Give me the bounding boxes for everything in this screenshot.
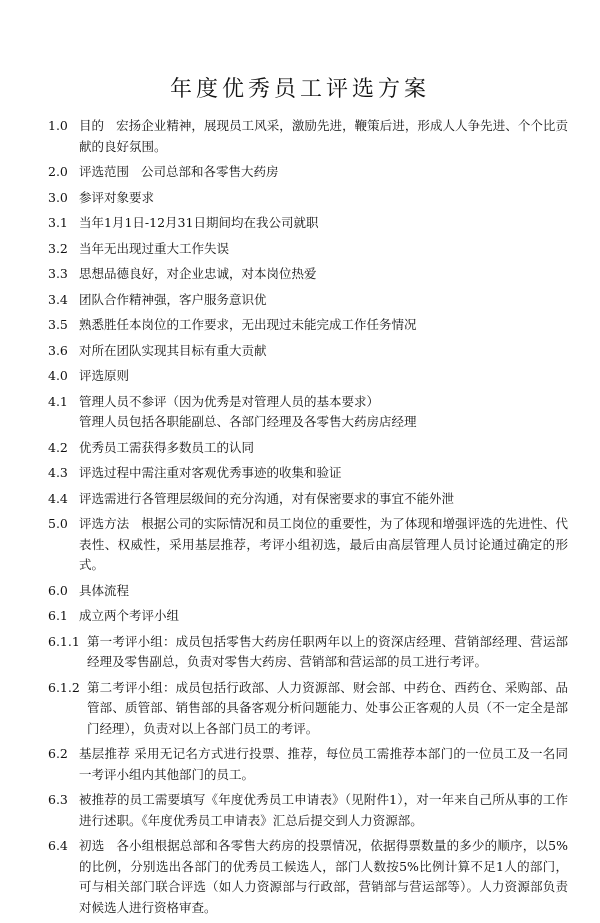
section-6-0	[48, 581, 568, 602]
item-number: 1.0	[48, 118, 68, 133]
section-2-0	[48, 162, 568, 183]
item-text-continued: 管理人员包括各职能副总、各部门经理及各零售大药房店经理	[79, 414, 417, 429]
item-number: 3.1	[48, 215, 68, 230]
item-number: 6.1.2	[48, 679, 80, 695]
item-text: 宏扬企业精神，展现员工风采，激励先进，鞭策后进，形成人人争先进、个个比贡献的良好氛围。	[79, 118, 568, 154]
item-number: 4.2	[48, 439, 68, 455]
item-number: 3.3	[48, 266, 68, 281]
item-lead: 目的	[79, 118, 105, 133]
item-text: 对所在团队实现其目标有重大贡献	[79, 342, 267, 358]
document-title: 年度优秀员工评选方案	[169, 77, 430, 102]
item-number: 6.3	[48, 792, 68, 807]
item-text: 基层推荐 采用无记名方式进行投票、推荐，每位员工需推荐本部门的一位员工及一名同一考评小组内其他部门的员工。	[79, 746, 568, 782]
item-number: 3.2	[48, 240, 68, 256]
item-number: 3.6	[48, 342, 68, 358]
item-text: 评选过程中需注重对客观优秀事迹的收集和验证	[79, 465, 342, 480]
item-number: 4.0	[48, 368, 68, 383]
item-lead: 初选	[79, 838, 105, 853]
section-6-4	[48, 836, 568, 918]
item-text: 根据公司的实际情况和员工岗位的重要性，为了体现和增强评选的先进性、代表性、权威性，采用基层推荐，考评小组初选，最后由高层管理人员讨论通过确定的形式。	[79, 516, 568, 572]
item-lead: 评选方法	[79, 516, 130, 531]
section-3-0	[48, 188, 568, 209]
item-text: 第二考评小组：成员包括行政部、人力资源部、财会部、中药仓、西药仓、采购部、品管部、质管部、销售部的具备客观分析问题能力、处事公正客观的人员（不一定全是部门经理），负责对以上各部门员工的考评。	[87, 679, 568, 736]
section-3-4	[48, 290, 568, 311]
item-text: 熟悉胜任本岗位的工作要求，无出现过未能完成工作任务情况	[79, 317, 417, 332]
item-lead: 评选范围	[79, 164, 130, 179]
section-4-3	[48, 463, 568, 484]
section-4-4	[48, 489, 568, 510]
item-number: 3.5	[48, 317, 68, 332]
item-text: 团队合作精神强，客户服务意识优	[79, 291, 267, 307]
section-4-1	[48, 392, 568, 433]
item-text: 思想品德良好，对企业忠诚，对本岗位热爱	[79, 266, 317, 281]
item-number: 4.1	[48, 393, 68, 409]
item-number: 6.4	[48, 838, 68, 853]
item-number: 6.1.1	[48, 633, 80, 649]
section-3-5	[48, 315, 568, 336]
section-6-1-2	[48, 678, 568, 740]
item-number: 5.0	[48, 516, 68, 531]
document-body	[48, 116, 568, 923]
item-text: 公司总部和各零售大药房	[141, 164, 279, 179]
item-number: 4.3	[48, 465, 68, 480]
item-text: 被推荐的员工需要填写《年度优秀员工申请表》（见附件1），对一年来自己所从事的工作进行述职。《年度优秀员工申请表》汇总后提交到人力资源部。	[79, 792, 568, 828]
section-4-2	[48, 438, 568, 459]
section-3-2	[48, 239, 568, 260]
section-3-1	[48, 213, 568, 234]
item-number: 6.2	[48, 746, 68, 761]
section-6-1-1	[48, 632, 568, 673]
item-number: 4.4	[48, 490, 68, 506]
item-text: 评选原则	[79, 368, 130, 383]
item-text: 成立两个考评小组	[79, 608, 180, 623]
item-text: 第一考评小组：成员包括零售大药房任职两年以上的资深店经理、营销部经理、营运部经理及零售副总，负责对零售大药房、营销部和营运部的员工进行考评。	[87, 633, 568, 669]
section-6-3	[48, 790, 568, 831]
item-text: 当年无出现过重大工作失误	[79, 240, 230, 256]
section-6-1	[48, 606, 568, 627]
item-text: 具体流程	[79, 582, 130, 598]
item-number: 6.0	[48, 582, 68, 598]
section-6-2	[48, 744, 568, 785]
item-text: 各小组根据总部和各零售大药房的投票情况，依据得票数量的多少的顺序，以5%的比例，分别选出各部门的优秀员工候选人，部门人数按5%比例计算不足1人的部门，可与相关部门联合评选（如人力资源部与行政部，营销部与营运部等）。人力资源部负责对候选人进行资格审查。	[79, 838, 568, 915]
section-4-0	[48, 366, 568, 387]
item-number: 3.4	[48, 291, 68, 307]
item-text: 优秀员工需获得多数员工的认同	[79, 439, 255, 455]
item-text: 参评对象要求	[79, 189, 155, 205]
section-1-0	[48, 116, 568, 157]
item-number: 2.0	[48, 164, 68, 179]
item-number: 6.1	[48, 608, 68, 623]
section-3-6	[48, 341, 568, 362]
item-text: 当年1月1日-12月31日期间均在我公司就职	[79, 215, 319, 230]
item-text: 评选需进行各管理层级间的充分沟通，对有保密要求的事宜不能外泄	[79, 490, 455, 506]
section-5-0	[48, 514, 568, 576]
section-3-3	[48, 264, 568, 285]
item-text: 管理人员不参评（因为优秀是对管理人员的基本要求）	[79, 393, 380, 409]
item-number: 3.0	[48, 189, 68, 205]
